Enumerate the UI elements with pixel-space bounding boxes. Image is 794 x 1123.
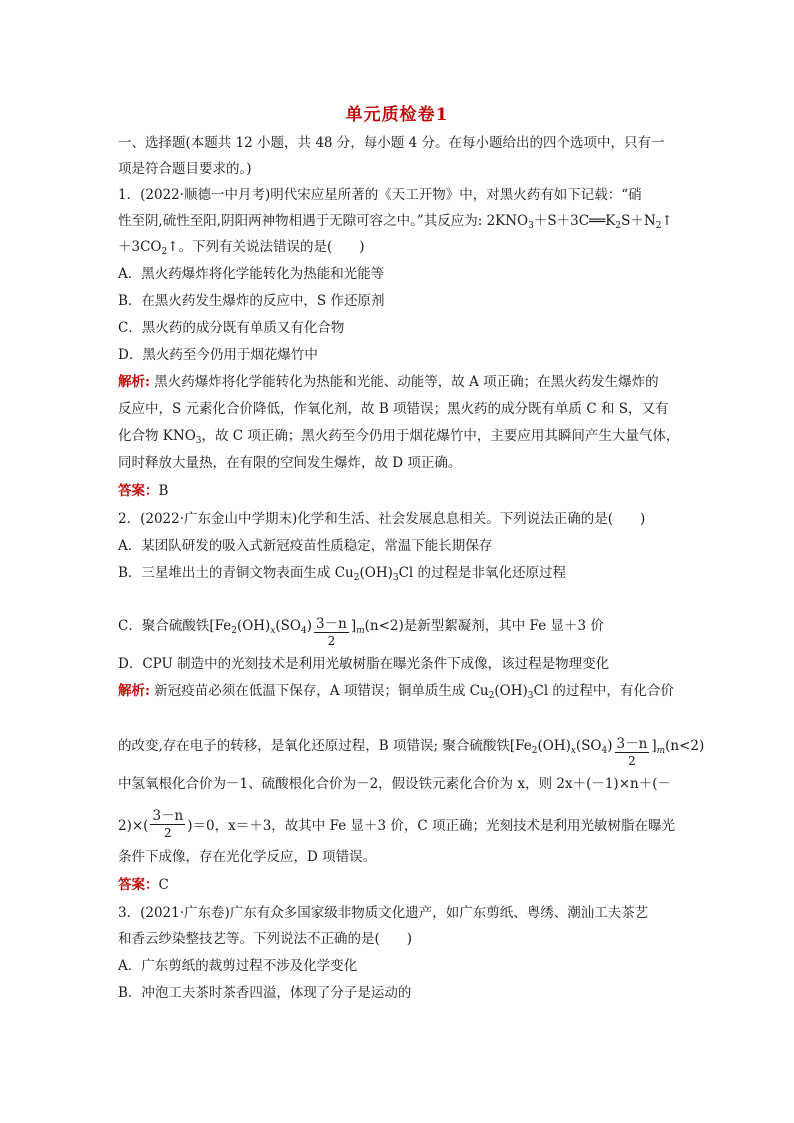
- fraction: $\frac{3-n}{2}$: [152, 808, 184, 840]
- fraction: $\frac{3-n}{2}$: [316, 616, 347, 648]
- q2-option-a: A．某团队研发的吸入式新冠疫苗性质稳定，常温下能长期保存: [118, 538, 493, 554]
- answer-label: 答案：: [118, 877, 159, 893]
- q1-stem-line-2: 性至阴,硫性至阳,阴阳两神物相遇于无隙可容之中。”其反应为: $2KNO_3+S+3C══K_2S+N_2↑$: [118, 213, 673, 231]
- q1-stem-line-3: $+3CO_2↑$。下列有关说法错误的是( ): [118, 239, 365, 257]
- q2-option-b: B．三星堆出土的青铜文物表面生成 $Cu_2(OH)_3Cl$ 的过程是非氧化还原过程: [118, 565, 567, 583]
- q3-option-b: B．冲泡工夫茶时茶香四溢，体现了分子是运动的: [118, 985, 412, 1001]
- section-instructions-line-2: 项是符合题目要求的。): [118, 161, 252, 177]
- q2-explanation-line-5: 条件下成像，存在光化学反应，D 项错误。: [118, 849, 377, 865]
- q1-explanation-line-3: 化合物 $KNO_3$，故 C 项正确；黑火药至今仍用于烟花爆竹中，主要应用其瞬间产生大量气体，: [118, 428, 680, 446]
- q1-answer: 答案：B: [118, 483, 169, 499]
- q2-stem: 2．(2022·广东金山中学期末)化学和生活、社会发展息息相关。下列说法正确的是( ): [118, 511, 646, 527]
- fraction: $\frac{3-n}{2}$: [616, 736, 648, 768]
- q3-stem-line-2: 和香云纱染整技艺等。下列说法不正确的是( ): [118, 931, 413, 947]
- q2-answer: 答案：C: [118, 877, 169, 893]
- q2-explanation-line-2: 的改变,存在电子的转移，是氧化还原过程，B 项错误; 聚合硫酸铁[$Fe_2(OH)_x(SO_4)$ $\frac{3-n}{2}$ ]$_m(n<2)$: [118, 736, 705, 768]
- q1-explanation-line-1: 解析: 黑火药爆炸将化学能转化为热能和光能、动能等，故 A 项正确；在黑火药发生爆炸的: [118, 374, 659, 390]
- q3-stem-line-1: 3．(2021·广东卷)广东有众多国家级非物质文化遗产，如广东剪纸、粤绣、潮汕工夫茶艺: [118, 905, 649, 921]
- q1-explanation-line-2: 反应中，S 元素化合价降低，作氧化剂，故 B 项错误；黑火药的成分既有单质 C 和 S，又有: [118, 401, 669, 417]
- q2-explanation-line-1: 解析: 新冠疫苗必须在低温下保存，A 项错误；铜单质生成 $Cu_2(OH)_3Cl$ 的过程中，有化合价: [118, 683, 674, 701]
- page-title: 单元质检卷1: [345, 105, 449, 125]
- q2-explanation-line-3: 中氢氧根化合价为－1、硫酸根化合价为－2，假设铁元素化合价为 x，则 2x＋(－1)×n＋(－: [118, 776, 671, 792]
- q1-option-b: B．在黑火药发生爆炸的反应中，S 作还原剂: [118, 293, 385, 309]
- explanation-label: 解析:: [118, 374, 150, 390]
- q2-option-c: C．聚合硫酸铁[$Fe_2(OH)_x(SO_4)$ $\frac{3-n}{2}$ ]$_m(n<2)$是新型絮凝剂，其中 Fe 显＋3 价: [118, 616, 604, 648]
- q3-option-a: A．广东剪纸的裁剪过程不涉及化学变化: [118, 958, 358, 974]
- q1-option-a: A．黑火药爆炸将化学能转化为热能和光能等: [118, 266, 385, 282]
- explanation-label: 解析:: [118, 683, 150, 699]
- section-instructions-line-1: 一、选择题(本题共 12 小题，共 48 分，每小题 4 分。在每小题给出的四个选项中，只有一: [118, 135, 665, 151]
- q1-option-d: D．黑火药至今仍用于烟花爆竹中: [118, 347, 318, 363]
- q1-option-c: C．黑火药的成分既有单质又有化合物: [118, 320, 345, 336]
- q2-option-d: D．CPU 制造中的光刻技术是利用光敏树脂在曝光条件下成像，该过程是物理变化: [118, 656, 610, 672]
- q1-stem-line-1: 1．(2022·顺德一中月考)明代宋应星所著的《天工开物》中，对黑火药有如下记载：“硝: [118, 187, 642, 203]
- q1-explanation-line-4: 同时释放大量热，在有限的空间发生爆炸，故 D 项正确。: [118, 455, 462, 471]
- answer-label: 答案：: [118, 483, 159, 499]
- q2-explanation-line-4: 2)×( $\frac{3-n}{2}$ )＝0，x＝＋3，故其中 Fe 显＋3 价，C 项正确；光刻技术是利用光敏树脂在曝光: [118, 808, 675, 840]
